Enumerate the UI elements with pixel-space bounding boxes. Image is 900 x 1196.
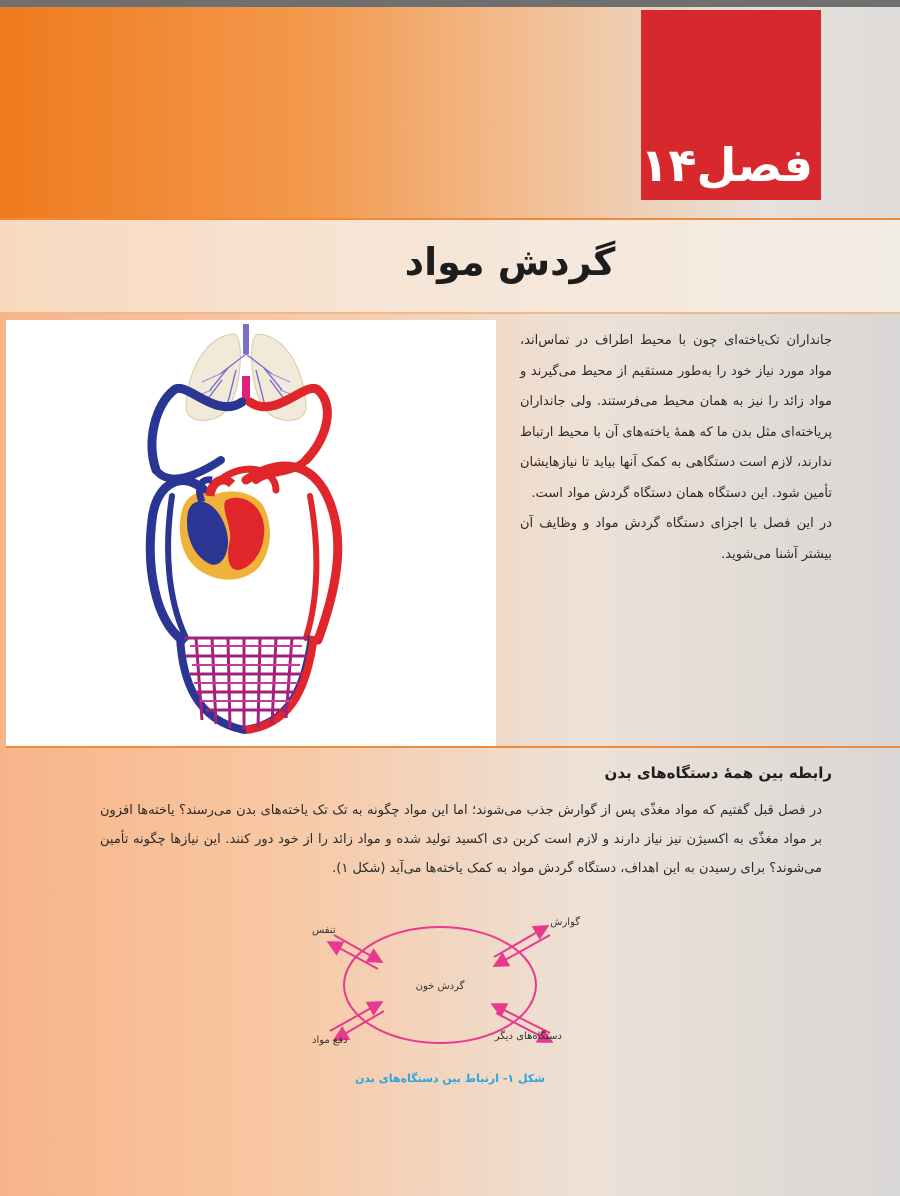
circulatory-system-drawing <box>6 320 496 746</box>
systems-diagram-svg <box>250 905 670 1065</box>
diagram-center-label: گردش خون <box>415 981 465 992</box>
chapter-label: فصل۱۴ <box>640 138 813 192</box>
label-excretion: دفع مواد <box>312 1035 348 1046</box>
intro-text <box>520 326 832 570</box>
section-body <box>100 796 822 883</box>
heart-icon <box>180 480 270 580</box>
page-title: گردش مواد <box>404 240 616 284</box>
label-other-systems: دستگاه‌های دیگر <box>494 1031 562 1042</box>
intro-paragraph: جانداران تک‌یاخته‌ای چون با محیط اطراف در تماس‌اند، مواد مورد نیاز خود را به‌طور مستقیم از محیط می‌گیرند و مواد زائد را نیز به همان محیط می‌فرستند. ولی جانداران پریاخته‌ای مثل بدن ما که همهٔ یاخته‌های آن با محیط ارتباط ندارند، لازم است دستگاهی به کمک آنها بیاید تا نیازهایشان تأمین شود. این دستگاه همان دستگاه گردش مواد است. <box>520 333 832 501</box>
body-systems-diagram <box>250 905 670 1065</box>
label-digestion: گوارش <box>550 917 580 928</box>
lungs-icon <box>186 324 306 420</box>
label-respiration: تنفس <box>312 925 336 936</box>
intro-paragraph: در این فصل با اجزای دستگاه گردش مواد و وظایف آن بیشتر آشنا می‌شوید. <box>520 516 832 562</box>
section-divider <box>6 746 900 748</box>
chapter-badge <box>641 10 821 200</box>
top-border <box>0 0 900 7</box>
title-band <box>0 218 900 314</box>
section-heading: رابطه بین همهٔ دستگاه‌های بدن <box>604 764 832 782</box>
section-paragraph: در فصل قبل گفتیم که مواد مغذّی پس از گوارش جذب می‌شوند؛ اما این مواد چگونه به تک تک یاخته‌های بدن می‌رسند؟ یاخته‌ها افزون بر مواد مغذّی به اکسیژن نیز نیاز دارند و لازم است کربن دی اکسید تولید شده و مواد زائد را از خود دور کنند. این نیازها چگونه تأمین می‌شوند؟ برای رسیدن به این اهداف، دستگاه گردش مواد به کمک یاخته‌ها می‌آید (شکل ۱). <box>100 803 822 876</box>
capillary-network <box>180 636 314 730</box>
circulatory-system-illustration <box>6 320 496 746</box>
figure-caption: شکل ۱- ارتباط بین دستگاه‌های بدن <box>355 1072 545 1085</box>
